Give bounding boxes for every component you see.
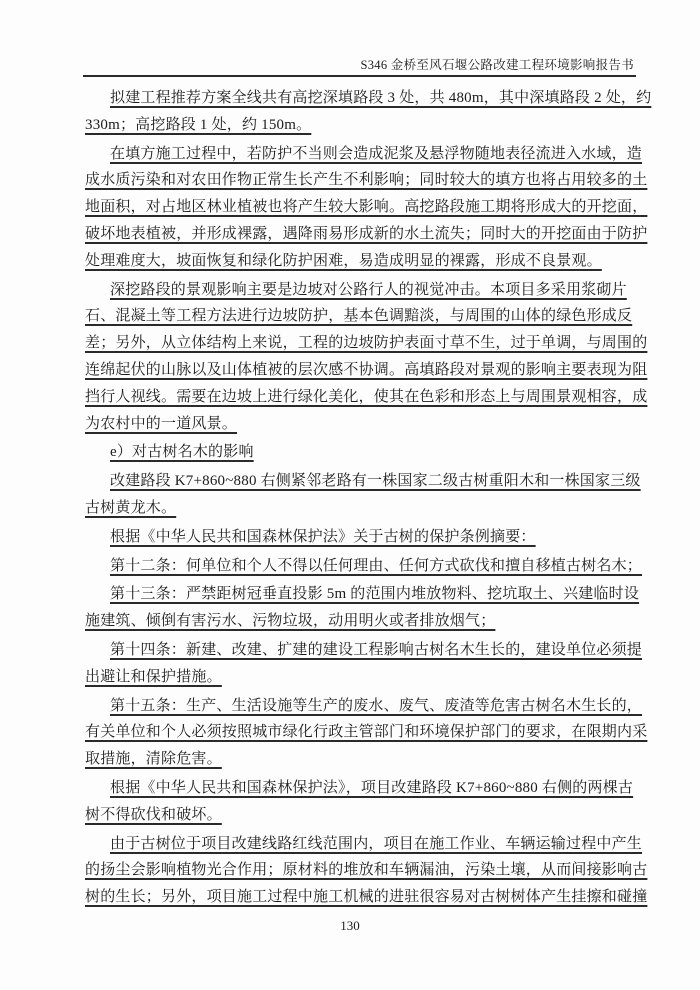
text-line (85, 248, 619, 275)
text-line (85, 553, 643, 580)
text-run: 有关单位和个人必须按照城市绿化行政主管部门和环境保护部门的要求，在限期内采 (85, 724, 648, 741)
text-line (85, 857, 648, 884)
text-run: 差；另外，从立体结构上来说，工程的边坡防护表面寸草不生，过于单调，与周围的 (85, 335, 648, 352)
text-run: 在填方施工过程中，若防护不当则会造成泥浆及悬浮物随地表径流进入水域，造 (110, 145, 643, 162)
text-line (85, 802, 619, 829)
text-line (85, 277, 627, 304)
text-run: 石、混凝土等工程方法进行边坡防护，基本色调黯淡，与周围的山体的绿色形成反 (85, 308, 633, 325)
text-run: 拟建工程推荐方案全线共有高挖深填路段 3 处，共 480m，其中深填路段 2 处，约 (110, 90, 652, 106)
paragraph (85, 85, 652, 139)
text-line (85, 384, 648, 411)
page-number: 130 (340, 918, 360, 933)
text-run: 深挖路段的景观影响主要是边坡对公路行人的视觉冲击。本项目多采用浆砌片 (110, 281, 627, 298)
paragraph (85, 775, 634, 829)
text-line (85, 884, 648, 911)
header-rule (83, 75, 636, 77)
text-run: 第十二条：何单位和个人不得以任何理由、任何方式砍伐和擅自移植古树名木； (110, 557, 643, 574)
text-run: 树的生长；另外，项目施工过程中施工机械的进驻很容易对古树树体产生挂擦和碰撞 (85, 889, 648, 906)
text-line (85, 831, 643, 858)
header-title: S346 金桥至风石堰公路改建工程环境影响报告书 (360, 58, 634, 72)
text-run: 根据《中华人民共和国森林保护法》，项目改建路段 K7+860~880 右侧的两棵古 (110, 779, 634, 796)
text-run: 的扬尘会影响植物光合作用；原材料的堆放和车辆漏油，污染土壤，从而间接影响古 (85, 862, 648, 879)
text-line (85, 221, 648, 248)
text-line (85, 167, 648, 194)
text-line (85, 357, 648, 384)
paragraph (85, 277, 648, 438)
text-run: 第十四条：新建、改建、扩建的建设工程影响古树名木生长的，建设单位必须提 (110, 641, 643, 658)
text-run: 地面积，对占地区林业植被也将产生较大影响。高挖路段施工期将形成大的开挖面， (85, 199, 648, 216)
paragraph (85, 524, 619, 551)
text-run: 第十三条：严禁距树冠垂直投影 5m 的范围内堆放物料、挖坑取土、兴建临时设 (110, 586, 640, 603)
paragraph (85, 693, 648, 773)
text-run: 为农村中的一道风景。 (85, 415, 238, 432)
text-run: 出避让和保护措施。 (85, 668, 222, 685)
text-run: 成水质污染和对农田作物正常生长产生不利影响；同时较大的填方也将占用较多的土 (85, 172, 648, 189)
text-run: 连绵起伏的山脉以及山体植被的层次感不协调。高填路段对景观的影响主要表现为阻 (85, 361, 648, 378)
text-run: 取措施，清除危害。 (85, 751, 222, 768)
text-run: 古树黄龙木。 (85, 499, 177, 516)
text-line (85, 746, 619, 773)
text-run: 330m；高挖路段 1 处，约 150m。 (85, 116, 312, 133)
paragraph (85, 553, 643, 580)
text-run: 挡行人视线。需要在边坡上进行绿化美化，使其在色彩和形态上与周围景观相容，成 (85, 388, 648, 405)
text-line (85, 495, 619, 522)
text-line (85, 411, 619, 438)
text-run: 第十五条：生产、生活设施等生产的废水、废气、废渣等危害古树名木生长的， (110, 697, 643, 714)
page-footer (0, 918, 700, 934)
document-body (85, 85, 652, 913)
paragraph (85, 831, 648, 911)
text-run: 施建筑、倾倒有害污水、污物垃圾，动用明火或者排放烟气； (85, 613, 496, 630)
text-line (85, 439, 619, 466)
text-run: 由于古树位于项目改建线路红线范围内，项目在施工作业、车辆运输过程中产生 (110, 835, 643, 852)
paragraph (85, 468, 641, 522)
text-run: 处理难度大，坡面恢复和绿化防护困难，易造成明显的裸露，形成不良景观。 (85, 252, 602, 269)
text-line (85, 637, 643, 664)
text-line (85, 85, 652, 112)
text-line (85, 141, 643, 168)
text-line (85, 330, 648, 357)
text-line (85, 693, 643, 720)
text-line (85, 303, 633, 330)
text-line (85, 775, 634, 802)
text-line (85, 194, 648, 221)
paragraph (85, 581, 640, 635)
text-run: 根据《中华人民共和国森林保护法》关于古树的保护条例摘要： (110, 528, 536, 545)
text-line (85, 719, 648, 746)
text-line (85, 664, 619, 691)
text-run: 改建路段 K7+860~880 右侧紧邻老路有一株国家二级古树重阳木和一株国家三级 (110, 473, 641, 490)
text-run: 树不得砍伐和破坏。 (85, 806, 222, 823)
text-line (85, 112, 619, 139)
paragraph (85, 141, 648, 275)
text-run: e）对古树名木的影响 (110, 444, 254, 461)
text-line (85, 608, 619, 635)
text-line (85, 581, 640, 608)
text-line (85, 468, 641, 495)
paragraph (85, 439, 619, 466)
text-run: 破坏地表植被，并形成裸露，遇降雨易形成新的水土流失；同时大的开挖面由于防护 (85, 225, 648, 242)
paragraph (85, 637, 643, 691)
text-line (85, 524, 619, 551)
